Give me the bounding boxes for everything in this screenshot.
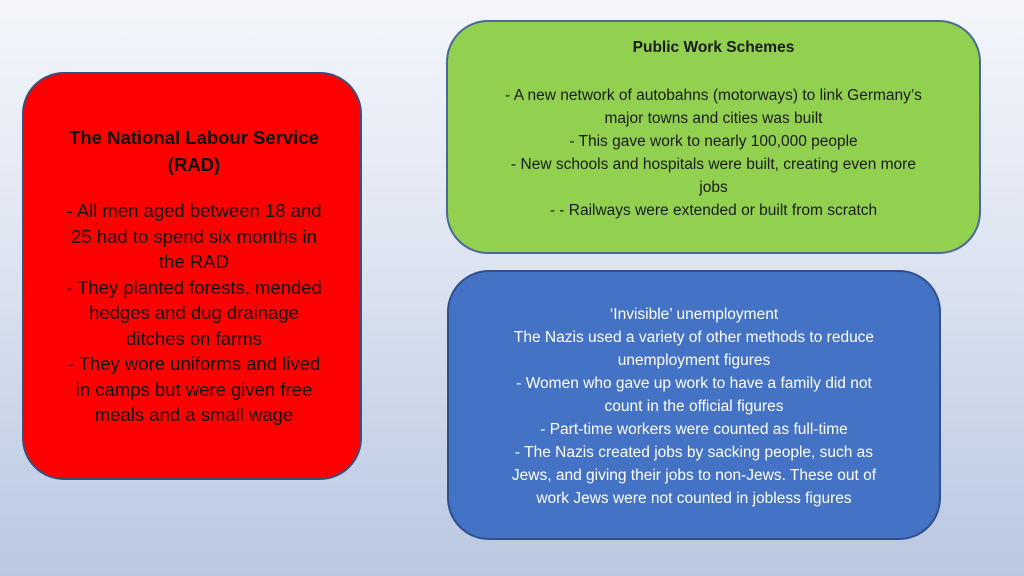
rad-line: - They wore uniforms and lived bbox=[67, 353, 321, 374]
rad-line: - They planted forests, mended bbox=[66, 276, 322, 298]
invisible-unemployment-line: work Jews were not counted in jobless figures bbox=[536, 490, 852, 507]
public-work-body bbox=[462, 84, 965, 222]
rad-line: ditches on farms bbox=[126, 327, 262, 349]
invisible-unemployment-line: ‘Invisible’ unemployment bbox=[609, 306, 779, 323]
rad-line: 25 had to spend six months in bbox=[71, 225, 317, 247]
invisible-unemployment-panel bbox=[447, 270, 941, 540]
rad-body bbox=[48, 198, 340, 428]
rad-title-line-1: The National Labour Service bbox=[69, 127, 319, 148]
invisible-unemployment-line: Jews, and giving their jobs to non-Jews. These out of bbox=[511, 467, 877, 484]
public-work-panel bbox=[446, 20, 981, 254]
rad-line: the RAD bbox=[159, 251, 229, 272]
invisible-unemployment-line: unemployment figures bbox=[617, 352, 771, 369]
invisible-unemployment-line: - Part-time workers were counted as full-time bbox=[540, 421, 848, 438]
rad-line: hedges and dug drainage bbox=[89, 302, 299, 323]
invisible-unemployment-body bbox=[465, 303, 923, 510]
public-work-line: - A new network of autobahns (motorways) to link Germany’s bbox=[505, 87, 922, 104]
invisible-unemployment-line: - Women who gave up work to have a family did not bbox=[516, 375, 872, 392]
invisible-unemployment-line: count in the official figures bbox=[604, 398, 784, 415]
public-work-title: Public Work Schemes bbox=[632, 39, 795, 56]
invisible-unemployment-line: - The Nazis created jobs by sacking people, such as bbox=[514, 444, 874, 461]
rad-panel bbox=[22, 72, 362, 480]
public-work-line: jobs bbox=[699, 179, 728, 196]
rad-line: in camps but were given free bbox=[75, 378, 313, 400]
rad-title bbox=[48, 124, 340, 178]
public-work-line: - - Railways were extended or built from scratch bbox=[549, 202, 878, 219]
public-work-line: - This gave work to nearly 100,000 people bbox=[569, 133, 858, 150]
rad-title-line-2: (RAD) bbox=[167, 154, 221, 175]
rad-line: - All men aged between 18 and bbox=[66, 200, 322, 221]
public-work-line: major towns and cities was built bbox=[604, 110, 823, 127]
public-work-line: - New schools and hospitals were built, creating even more bbox=[511, 156, 916, 173]
rad-line: meals and a small wage bbox=[94, 404, 294, 425]
invisible-unemployment-line: The Nazis used a variety of other methods to reduce bbox=[513, 329, 875, 346]
